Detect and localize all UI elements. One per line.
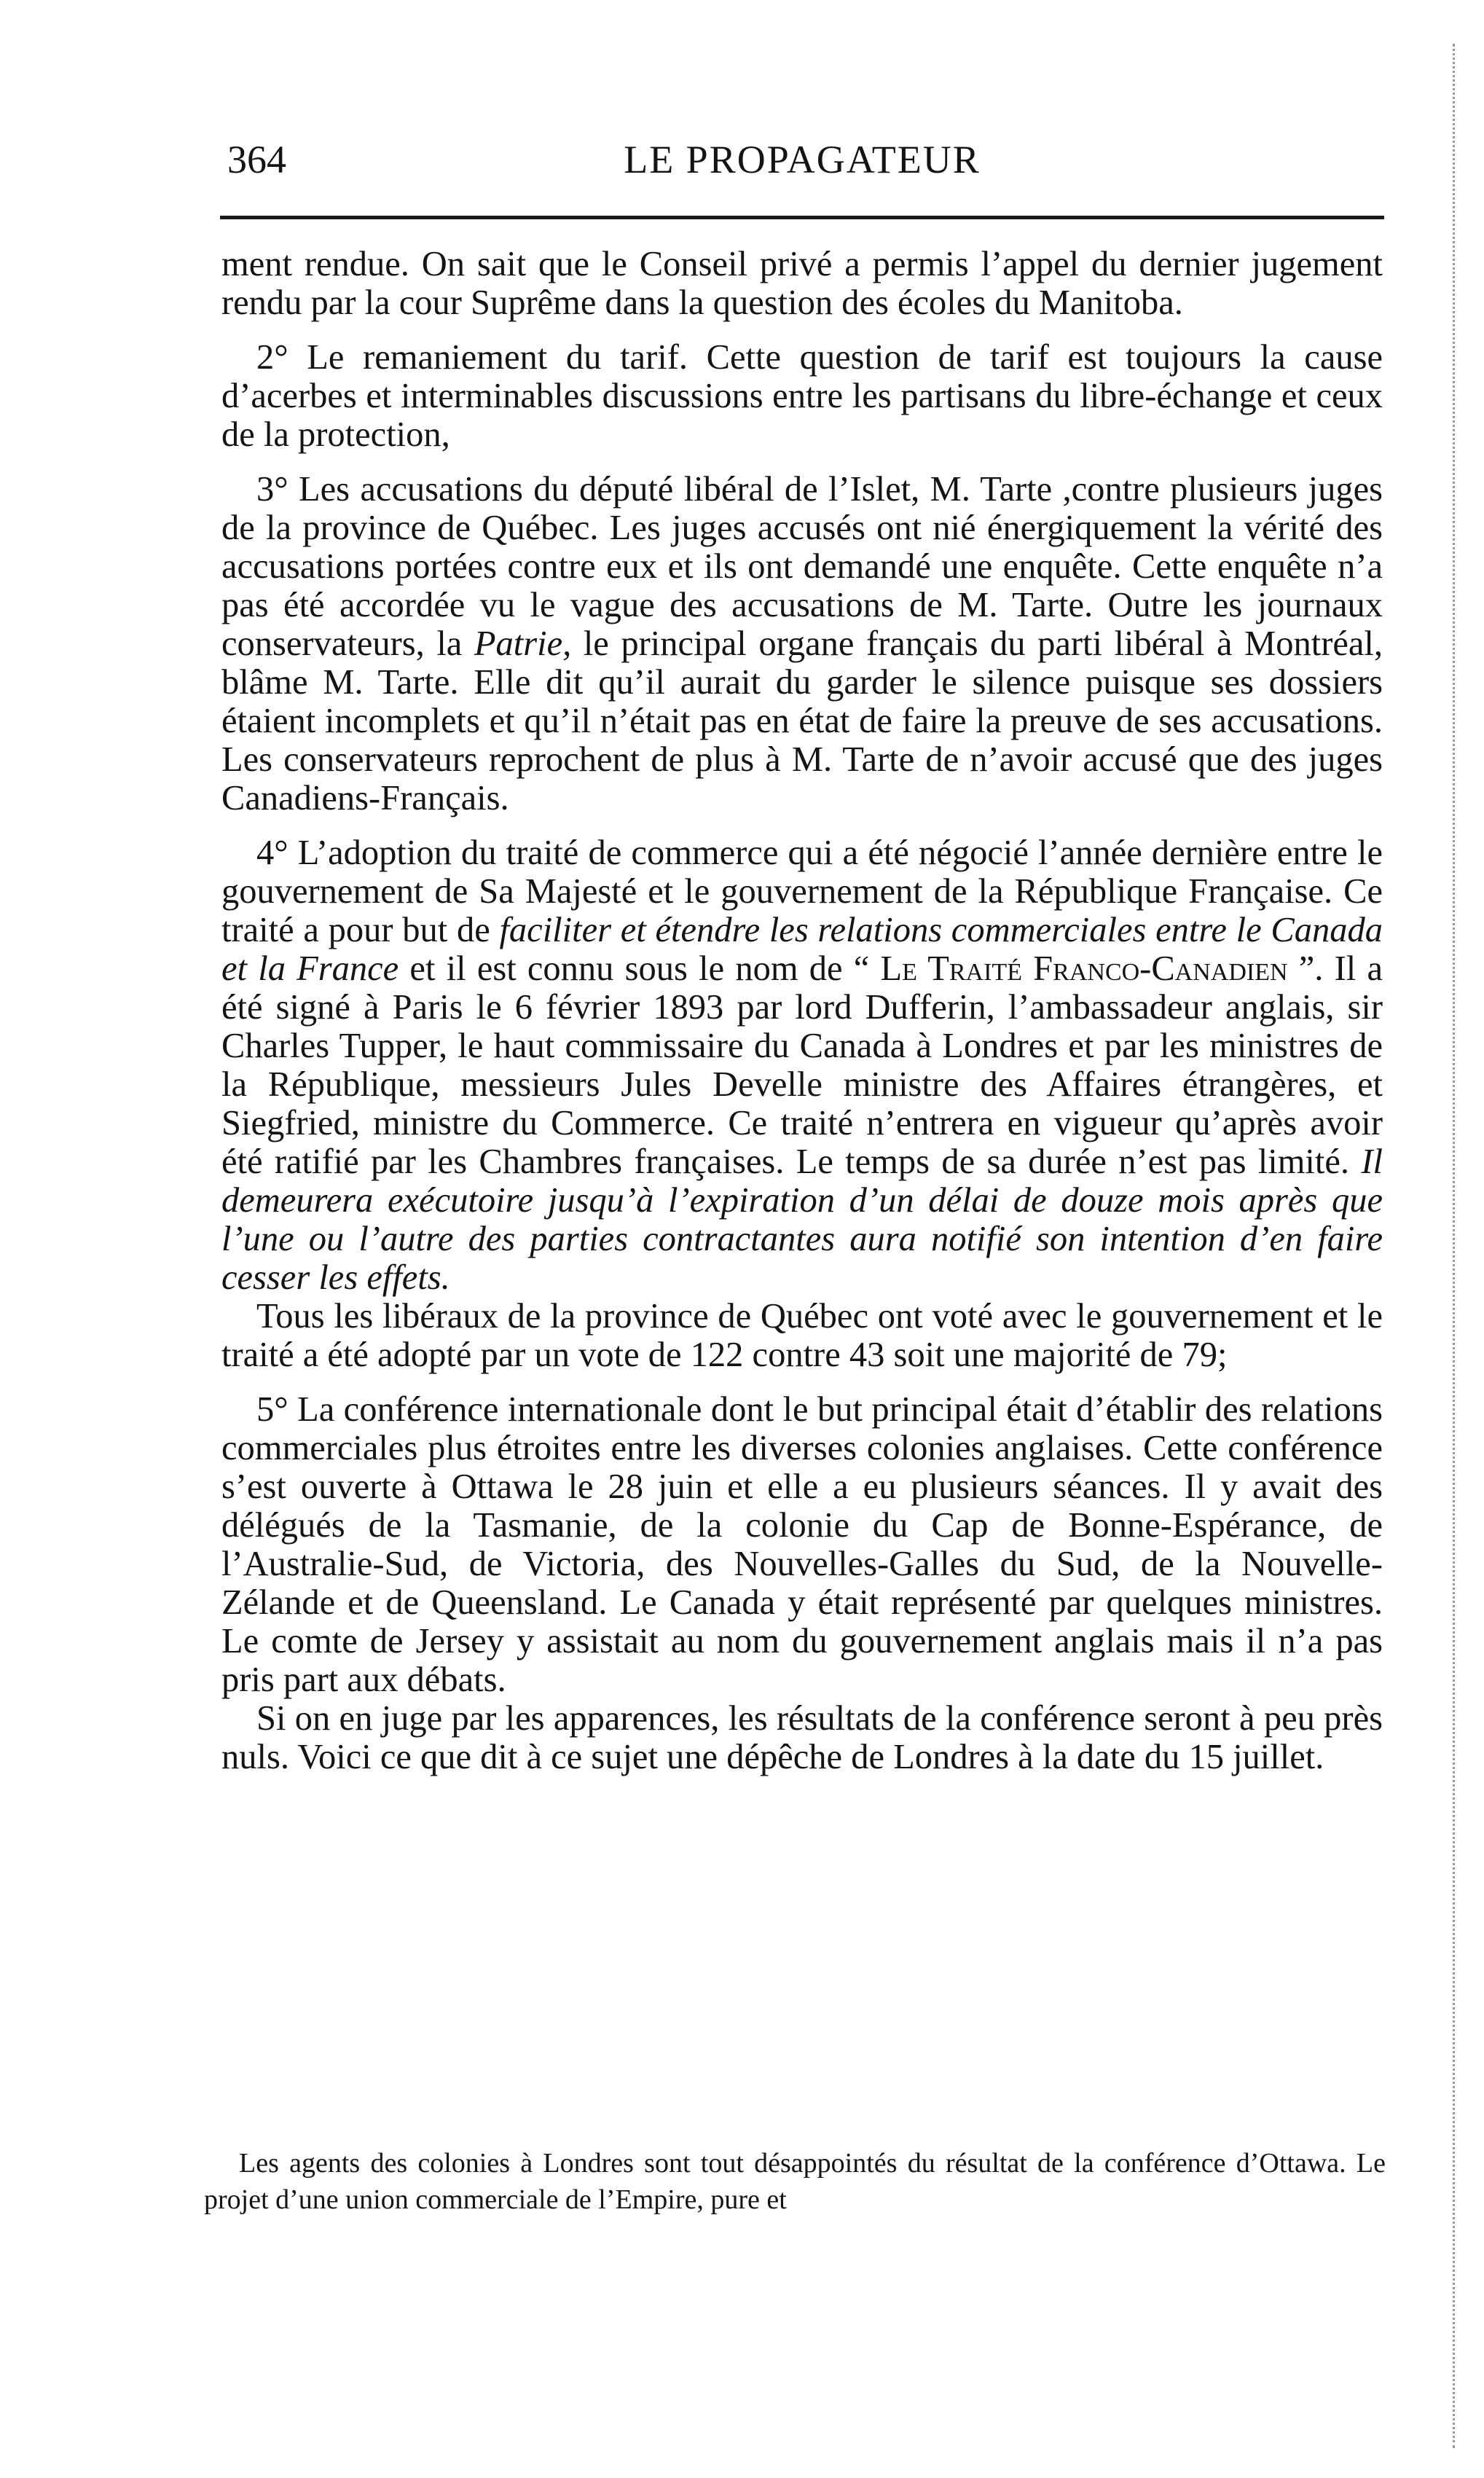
paragraph-accusations: [221, 470, 1383, 817]
paragraph-accusations-part1: 3° Les accusations du député libéral de l’Islet, M. Tarte ,contre plusieurs juges de la province de Québec. Les juges accusés ont nié énergiquement la vérité des accusations portées contre eux et ils ont demandé une enquête. Cette enquête n’a pas été accordée vu le vague des accusations de M. Tarte. Outre les journaux conservateurs, la: [221, 470, 1383, 663]
paragraph-results: Si on en juge par les apparences, les résultats de la conférence seront à peu près nuls. Voici ce que dit à ce sujet une dépêche de Londres à la date du 15 juillet.: [221, 1699, 1383, 1776]
treaty-purpose-italic: faciliter et étendre les relations commerciales entre le Canada et la France: [221, 911, 1383, 988]
treaty-clause-italic: Il demeurera exécutoire jusqu’à l’expiration d’un délai de douze mois après que l’une ou l’autre des parties contractantes aura notifié son intention d’en faire cesser les effets.: [221, 1142, 1383, 1297]
header-rule: [220, 216, 1384, 219]
paragraph-treaty: [221, 834, 1383, 1297]
paragraph-treaty-part2: et il est connu sous le nom de “: [399, 949, 881, 988]
paragraph-continuation: ment rendue. On sait que le Conseil privé a permis l’appel du dernier jugement rendu par la cour Suprême dans la question des écoles du Manitoba.: [221, 245, 1383, 322]
treaty-name: Le Traité Franco-Canadien: [880, 949, 1288, 988]
page-edge-line: [1453, 44, 1455, 2448]
running-title: LE PROPAGATEUR: [624, 138, 981, 181]
paragraph-vote: Tous les libéraux de la province de Québec ont voté avec le gouvernement et le traité a été adopté par un vote de 122 contre 43 soit une majorité de 79;: [221, 1297, 1383, 1374]
page-number: 364: [227, 138, 286, 181]
patrie-title: Patrie,: [474, 624, 572, 663]
paragraph-accusations-part2: le principal organe français du parti libéral à Montréal, blâme M. Tarte. Elle dit qu’il aurait du garder le silence puisque ses dossiers étaient incomplets et qu’il n’était pas en état de faire la preuve de ses accusations. Les conservateurs reprochent de plus à M. Tarte de n’avoir accusé que des juges Canadiens-Français.: [221, 624, 1383, 817]
paragraph-tariff: 2° Le remaniement du tarif. Cette question de tarif est toujours la cause d’acerbes et interminables discussions entre les partisans du libre-échange et ceux de la protection,: [221, 338, 1383, 454]
dispatch-quote: [204, 2145, 1386, 2218]
page-header: [220, 128, 1384, 187]
dispatch-quote-text: Les agents des colonies à Londres sont tout désappointés du résultat de la conférence d’Ottawa. Le projet d’une union commerciale de l’Empire, pure et: [204, 2148, 1386, 2215]
paragraph-treaty-part3: ”. Il a été signé à Paris le 6 février 1893 par lord Dufferin, l’ambassadeur anglais, sir Charles Tupper, le haut commissaire du Canada à Londres et par les ministres de la République, messieurs Jules Develle ministre des Affaires étrangères, et Siegfried, ministre du Commerce. Ce traité n’entrera en vigueur qu’après avoir été ratifié par les Chambres françaises. Le temps de sa durée n’est pas limité.: [221, 949, 1383, 1181]
paragraph-treaty-part1: 4° L’adoption du traité de commerce qui a été négocié l’année dernière entre le gouvernement de Sa Majesté et le gouvernement de la République Française. Ce traité a pour but de: [221, 834, 1383, 949]
body-text: [221, 245, 1383, 1792]
paragraph-conference: 5° La conférence internationale dont le but principal était d’établir des relations commerciales plus étroites entre les diverses colonies anglaises. Cette conférence s’est ouverte à Ottawa le 28 juin et elle a eu plusieurs séances. Il y avait des délégués de la Tasmanie, de la colonie du Cap de Bonne-Espérance, de l’Australie-Sud, de Victoria, des Nouvelles-Galles du Sud, de la Nouvelle-Zélande et de Queensland. Le Canada y était représenté par quelques ministres. Le comte de Jersey y assistait au nom du gouvernement anglais mais il n’a pas pris part aux débats.: [221, 1390, 1383, 1699]
